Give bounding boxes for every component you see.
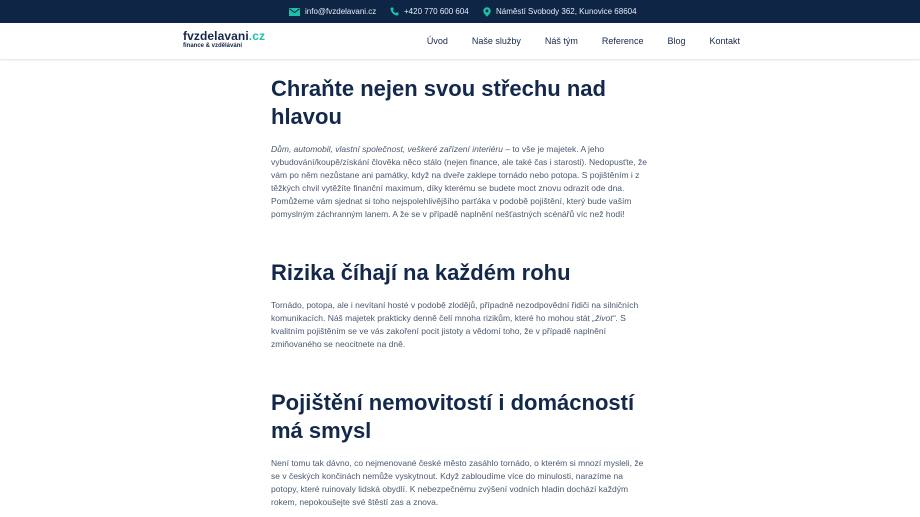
nav-item-uvod[interactable]: Úvod: [426, 36, 448, 46]
section-paragraph-2-italic: „život“: [592, 313, 616, 323]
logo-tld[interactable]: .cz: [248, 29, 266, 43]
phone-icon: [390, 7, 399, 16]
section-heading-2: Rizika číhají na každém rohu: [271, 260, 571, 285]
mail-icon: [289, 8, 300, 16]
logo-wordmark[interactable]: [183, 29, 265, 43]
article-content: [271, 59, 651, 509]
nav-item-reference[interactable]: Reference: [601, 36, 644, 46]
logo-name[interactable]: fvzdelavani: [183, 29, 249, 43]
phone-text[interactable]: +420 770 600 604: [404, 7, 469, 16]
main-nav: [403, 23, 740, 59]
section-paragraph-2-text-a: Tornádo, potopa, ale i nevítaní hosté v podobě zlodějů, případně nezodpovědní řidiči na silničních komunikacích. Náš majetek prakticky denně čelí mnoha rizikům, které ho mohou stát: [271, 300, 639, 323]
email-text[interactable]: info@fvzdelavani.cz: [305, 7, 377, 16]
site-logo[interactable]: [183, 29, 265, 50]
nav-item-nase-sluzby[interactable]: Naše služby: [471, 36, 521, 46]
section-paragraph-3: Není tomu tak dávno, co nejmenované české město zasáhlo tornádo, o kterém si mnozí mysleli, že se v českých končinách nemůže vyskytnout. Když zabloudíme více do minulosti, narazíme na potopy, které ruinovaly lidská obydlí. K nebezpečnému zvýšení vodních hladin dochází každým rokem, nepokoušejte své štěstí zas a znova.: [271, 458, 644, 507]
phone-contact[interactable]: [390, 0, 469, 23]
section-paragraph-1: [271, 143, 651, 221]
section-paragraph-2: [271, 299, 651, 351]
section-paragraph-2-text-b: . S kvalitním pojištěním se ve vás zakoření pocit jistoty a vědomí toho, že v případě naplnění zmiňovaného se neocitnete na dně.: [271, 313, 626, 349]
nav-item-nas-tym[interactable]: Náš tým: [544, 36, 578, 46]
section-paragraph-1-text: – to vše je majetek. A jeho vybudování/koupě/získání člověka něco stálo (nejen finance, ale také čas i starosti). Nedopusťte, že vám po něm nezůstane ani památky, když na dveře zaklepe tornádo nebo potopa. S pojištěním i z těžkých chvil vytěžíte finanční maximum, díky kterému se budete moct znovu odrazit ode dna. Pomůžeme vám sjednat si toho nejspolehlivějšího parťáka v podobě pojištění, který bude vaším pomyslným záchranným lanem. A že se v případě naplnění nešťastných scénářů víc než hodí!: [271, 144, 647, 219]
nav-item-blog[interactable]: Blog: [667, 36, 686, 46]
email-contact[interactable]: [289, 0, 376, 23]
logo-tagline: finance & vzdělávání: [183, 43, 243, 49]
address-text: Náměstí Svobody 362, Kunovice 68604: [496, 7, 637, 16]
top-contact-bar: [0, 0, 920, 23]
site-header: [0, 23, 920, 59]
section-heading-3: Pojištění nemovitostí i domácností má smysl: [271, 390, 635, 443]
section-heading-1: Chraňte nejen svou střechu nad hlavou: [271, 76, 606, 129]
map-pin-icon: [483, 7, 491, 17]
section-paragraph-1-italic: Dům, automobil, vlastní společnost, veškeré zařízení interiéru: [271, 144, 503, 154]
address-contact: [483, 0, 637, 23]
nav-item-kontakt[interactable]: Kontakt: [709, 36, 740, 46]
